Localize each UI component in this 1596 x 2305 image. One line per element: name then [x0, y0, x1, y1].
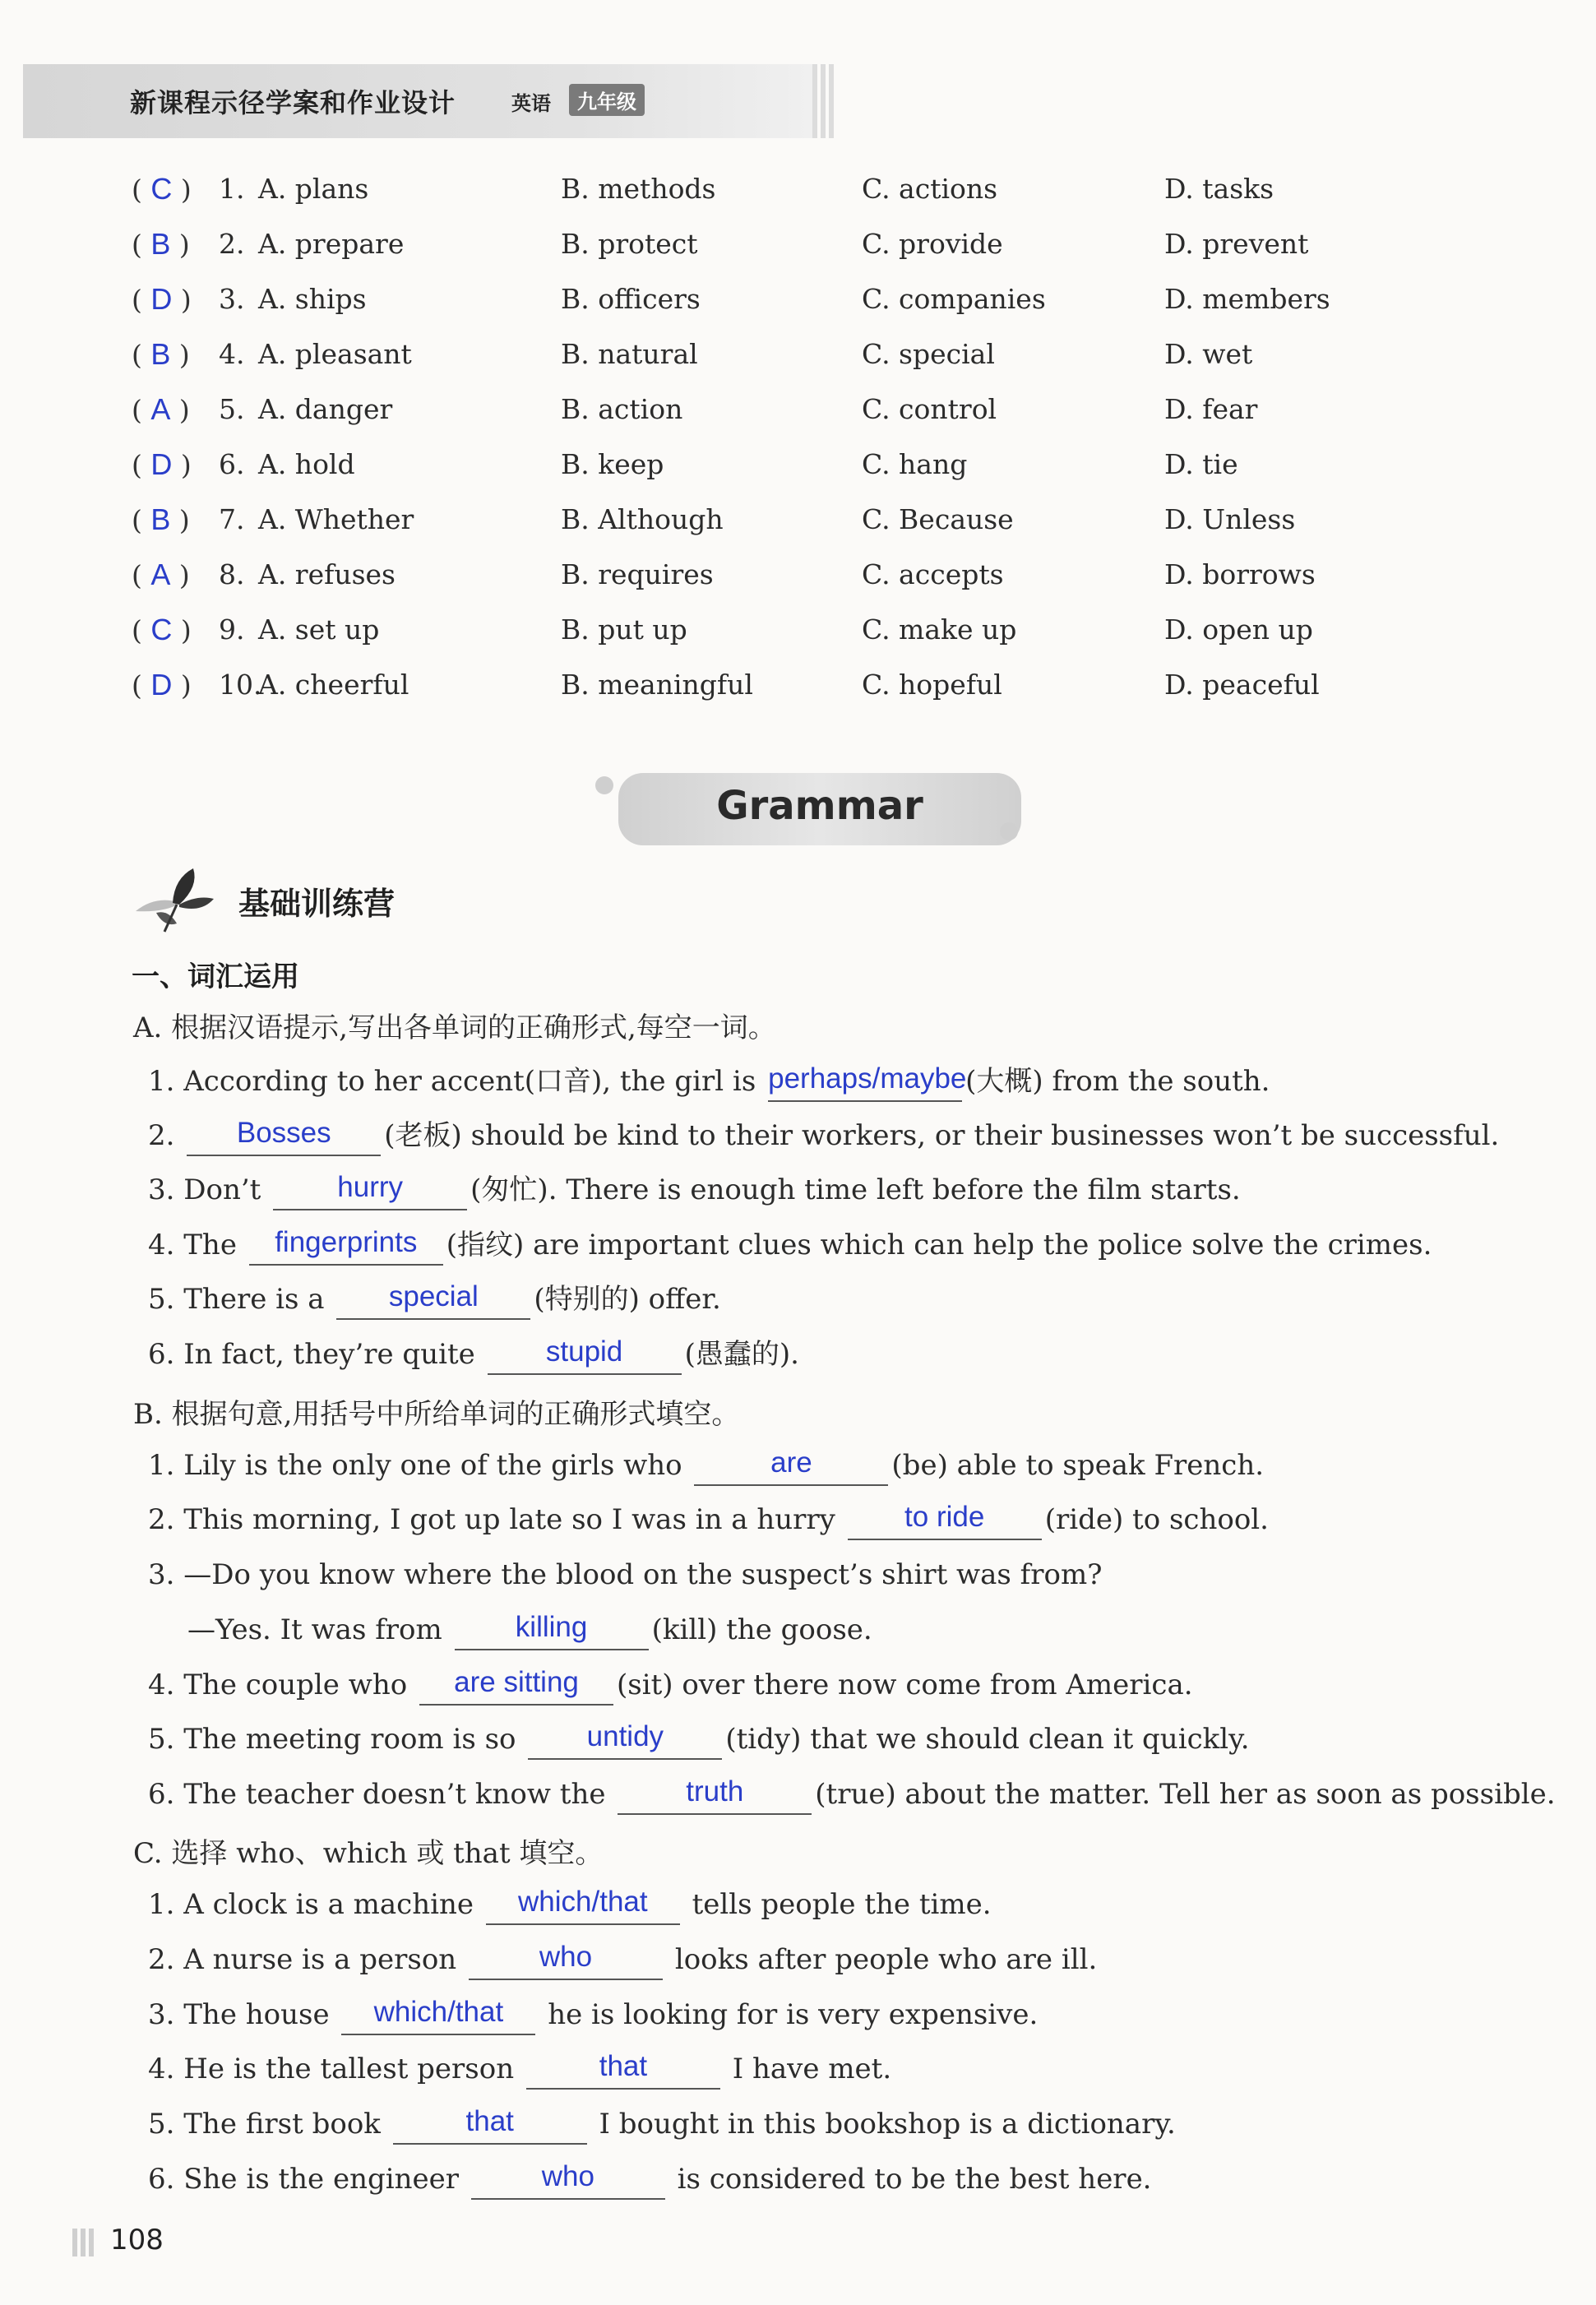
mc-row — [0, 555, 1596, 595]
question-text: is considered to be the best here. — [677, 2163, 1152, 2196]
option-c: C. hang — [862, 448, 968, 480]
section-title: 基础训练营 — [238, 886, 396, 922]
answer-letter: D — [150, 447, 173, 481]
mc-row — [0, 390, 1596, 429]
option-b: B. put up — [561, 613, 687, 646]
question-a4 — [148, 1224, 1432, 1266]
grammar-heading: Grammar — [716, 783, 923, 829]
question-text: —Yes. It was from — [187, 1613, 442, 1646]
header-stripes — [812, 64, 837, 138]
option-a: A. prepare — [258, 228, 405, 260]
answer-slot: ( A ) — [132, 392, 190, 426]
subject-label: 英语 — [511, 92, 551, 115]
mc-row — [0, 224, 1596, 264]
option-a: A. pleasant — [258, 338, 412, 370]
instruction-c: C. 选择 who、which 或 that 填空。 — [133, 1837, 604, 1870]
answer-blank[interactable] — [848, 1502, 1042, 1540]
option-b: B. methods — [561, 173, 716, 205]
question-text: (ride) to school. — [1044, 1503, 1269, 1536]
question-number: 8. — [219, 558, 245, 590]
question-c4 — [148, 2048, 891, 2090]
instruction-b: B. 根据句意,用括号中所给单词的正确形式填空。 — [133, 1398, 740, 1431]
page-mark — [72, 2229, 97, 2256]
question-number: 6. — [219, 448, 245, 480]
answer-letter: A — [150, 392, 171, 426]
answer-blank[interactable] — [486, 1887, 680, 1925]
mc-row — [0, 500, 1596, 539]
question-text: (老板) should be kind to their workers, or their businesses won’t be successful. — [384, 1119, 1500, 1152]
option-c: C. special — [862, 338, 995, 370]
question-text: I bought in this bookshop is a dictionary. — [599, 2108, 1176, 2141]
option-b: B. officers — [561, 283, 701, 315]
answer-slot: ( C ) — [132, 613, 192, 646]
option-b: B. Although — [561, 503, 724, 535]
question-b1 — [148, 1445, 1264, 1486]
question-text: 2. This morning, I got up late so I was in a hurry — [148, 1503, 835, 1536]
answer-blank[interactable] — [336, 1282, 530, 1320]
question-text: (大概) from the south. — [965, 1065, 1270, 1098]
option-a: A. hold — [258, 448, 355, 480]
answer-slot: ( A ) — [132, 558, 190, 591]
answer-slot: ( B ) — [132, 227, 190, 261]
answer-slot: ( D ) — [132, 447, 192, 481]
question-text: looks after people who are ill. — [674, 1943, 1098, 1976]
question-a1 — [148, 1061, 1270, 1102]
option-c: C. Because — [862, 503, 1014, 535]
option-a: A. refuses — [258, 558, 396, 590]
answer-blank[interactable] — [273, 1173, 467, 1210]
question-text: 4. He is the tallest person — [148, 2053, 515, 2085]
instruction-a: A. 根据汉语提示,写出各单词的正确形式,每空一词。 — [133, 1011, 776, 1044]
question-text: I have met. — [732, 2053, 892, 2085]
answer-blank[interactable] — [471, 2162, 665, 2200]
question-number: 1. — [219, 173, 245, 205]
option-a: A. set up — [258, 613, 380, 646]
question-text: 3. Don’t — [148, 1173, 261, 1206]
option-d: D. tasks — [1164, 173, 1274, 205]
question-text: (愚蠢的). — [684, 1338, 799, 1371]
question-number: 5. — [219, 393, 245, 425]
answer-letter: B — [150, 502, 171, 536]
question-text: 1. According to her accent(口音), the girl is — [148, 1065, 756, 1098]
option-c: C. accepts — [862, 558, 1004, 590]
question-text: 6. The teacher doesn’t know the — [148, 1778, 606, 1811]
answer-text: special — [388, 1280, 479, 1312]
answer-text: Bosses — [236, 1117, 331, 1149]
question-a5 — [148, 1279, 721, 1320]
question-text: 5. The first book — [148, 2108, 381, 2141]
answer-text: that — [599, 2050, 648, 2082]
option-c: C. companies — [862, 283, 1046, 315]
question-b4 — [148, 1664, 1193, 1706]
question-text: 1. A clock is a machine — [148, 1888, 474, 1921]
part-title: 一、词汇运用 — [132, 960, 299, 993]
question-b2 — [148, 1499, 1269, 1540]
answer-text: truth — [686, 1775, 744, 1807]
answer-text: are — [770, 1446, 812, 1479]
question-b3 — [148, 1554, 1102, 1595]
answer-slot: ( C ) — [132, 172, 192, 206]
mc-row — [0, 335, 1596, 374]
option-c: C. control — [862, 393, 997, 425]
option-a: A. cheerful — [258, 669, 409, 701]
answer-blank[interactable] — [249, 1228, 443, 1266]
option-b: B. protect — [561, 228, 698, 260]
answer-blank[interactable] — [528, 1722, 722, 1760]
mc-row — [0, 665, 1596, 705]
question-text: 3. The house — [148, 1998, 330, 2031]
answer-text: stupid — [545, 1335, 623, 1368]
question-b6 — [148, 1774, 1556, 1815]
answer-text: perhaps/maybe — [768, 1062, 967, 1095]
question-c6 — [148, 2159, 1152, 2200]
question-b3-reply — [187, 1609, 872, 1650]
question-text: he is looking for is very expensive. — [548, 1998, 1039, 2031]
answer-letter: A — [150, 558, 171, 591]
answer-blank[interactable] — [341, 1997, 535, 2035]
question-number: 4. — [219, 338, 245, 370]
answer-text: who — [541, 2160, 594, 2192]
option-b: B. requires — [561, 558, 714, 590]
answer-slot: ( B ) — [132, 337, 190, 371]
answer-blank[interactable] — [694, 1448, 888, 1486]
answer-text: which/that — [373, 1996, 504, 2028]
answer-text: fingerprints — [275, 1226, 418, 1258]
option-d: D. open up — [1164, 613, 1313, 646]
answer-text: which/that — [518, 1886, 648, 1918]
book-title: 新课程示径学案和作业设计 — [130, 87, 456, 118]
question-a3 — [148, 1169, 1241, 1210]
option-c: C. make up — [862, 613, 1017, 646]
question-a2 — [148, 1115, 1499, 1156]
question-number: 2. — [219, 228, 245, 260]
grade-badge: 九年级 — [569, 84, 645, 116]
answer-text: untidy — [586, 1720, 664, 1752]
option-d: D. tie — [1164, 448, 1238, 480]
question-text: 6. In fact, they’re quite — [148, 1338, 475, 1371]
question-text: (true) about the matter. Tell her as soon as possible. — [815, 1778, 1556, 1811]
banner-dot — [595, 776, 613, 794]
option-b: B. action — [561, 393, 683, 425]
answer-blank[interactable] — [187, 1118, 381, 1156]
question-c1 — [148, 1884, 992, 1925]
answer-slot: ( B ) — [132, 502, 190, 536]
answer-blank[interactable] — [768, 1062, 967, 1102]
question-number: 9. — [219, 613, 245, 646]
answer-blank[interactable] — [488, 1337, 682, 1375]
option-d: D. members — [1164, 283, 1330, 315]
answer-blank[interactable] — [526, 2052, 720, 2090]
mc-row — [0, 169, 1596, 209]
option-d: D. Unless — [1164, 503, 1296, 535]
answer-blank[interactable] — [469, 1942, 663, 1980]
option-d: D. wet — [1164, 338, 1253, 370]
question-number: 10. — [219, 669, 262, 701]
answer-letter: D — [150, 282, 173, 316]
question-text: 4. The couple who — [148, 1669, 408, 1701]
question-text: 3. —Do you know where the blood on the suspect’s shirt was from? — [148, 1558, 1103, 1591]
answer-letter: C — [150, 172, 173, 206]
question-text: 2. A nurse is a person — [148, 1943, 457, 1976]
question-number: 3. — [219, 283, 245, 315]
answer-text: to ride — [904, 1501, 985, 1533]
question-number: 7. — [219, 503, 245, 535]
answer-letter: D — [150, 668, 173, 701]
option-a: A. Whether — [258, 503, 414, 535]
question-text: (be) able to speak French. — [891, 1449, 1265, 1482]
question-b5 — [148, 1719, 1250, 1760]
question-text: 5. There is a — [148, 1283, 325, 1316]
answer-slot: ( D ) — [132, 282, 192, 316]
question-c3 — [148, 1994, 1038, 2035]
question-text: (匆忙). There is enough time left before the film starts. — [470, 1173, 1241, 1206]
option-b: B. natural — [561, 338, 698, 370]
question-text: (kill) the goose. — [651, 1613, 872, 1646]
answer-slot: ( D ) — [132, 668, 192, 701]
question-c5 — [148, 2104, 1176, 2145]
option-b: B. keep — [561, 448, 664, 480]
question-text: 6. She is the engineer — [148, 2163, 460, 2196]
answer-text: killing — [515, 1611, 588, 1643]
leaf-icon — [132, 862, 230, 936]
answer-letter: B — [150, 227, 171, 261]
option-d: D. prevent — [1164, 228, 1309, 260]
answer-letter: B — [150, 337, 171, 371]
question-text: 2. — [148, 1119, 175, 1152]
option-b: B. meaningful — [561, 669, 753, 701]
answer-text: that — [465, 2105, 514, 2137]
question-text: 1. Lily is the only one of the girls who — [148, 1449, 682, 1482]
question-text: (特别的) offer. — [534, 1283, 721, 1316]
answer-text: hurry — [337, 1171, 404, 1203]
question-a6 — [148, 1334, 799, 1375]
option-a: A. danger — [258, 393, 393, 425]
option-d: D. peaceful — [1164, 669, 1320, 701]
answer-letter: C — [150, 613, 173, 646]
question-text: (tidy) that we should clean it quickly. — [725, 1723, 1250, 1756]
option-d: D. borrows — [1164, 558, 1316, 590]
answer-blank[interactable] — [419, 1668, 613, 1706]
answer-text: who — [539, 1941, 593, 1973]
option-c: C. hopeful — [862, 669, 1002, 701]
answer-text: are sitting — [454, 1666, 579, 1698]
mc-row — [0, 610, 1596, 650]
question-c2 — [148, 1939, 1097, 1980]
mc-row — [0, 445, 1596, 484]
question-text: 4. The — [148, 1229, 237, 1261]
question-text: (指纹) are important clues which can help the police solve the crimes. — [446, 1229, 1432, 1261]
question-text: 5. The meeting room is so — [148, 1723, 516, 1756]
option-c: C. provide — [862, 228, 1003, 260]
option-a: A. ships — [258, 283, 367, 315]
option-d: D. fear — [1164, 393, 1258, 425]
answer-blank[interactable] — [618, 1777, 812, 1815]
option-c: C. actions — [862, 173, 998, 205]
question-text: (sit) over there now come from America. — [617, 1669, 1193, 1701]
answer-blank[interactable] — [393, 2107, 587, 2145]
mc-row — [0, 280, 1596, 319]
question-text: tells people the time. — [692, 1888, 992, 1921]
option-a: A. plans — [258, 173, 369, 205]
page-number: 108 — [110, 2224, 164, 2256]
answer-blank[interactable] — [455, 1613, 649, 1650]
